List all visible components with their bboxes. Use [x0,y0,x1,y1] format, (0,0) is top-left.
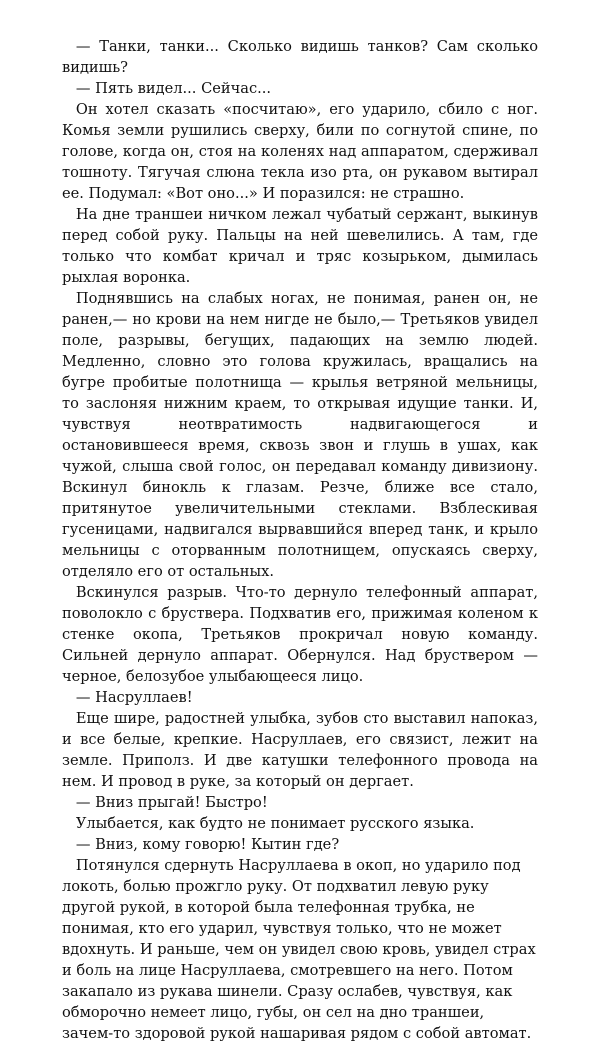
paragraph-telephone: Вскинулся разрыв. Что-то дернуло телефонный аппарат, поволокло с бруствера. Подхватив его, прижимая коленом к стенке окопа, Третьяков прокричал новую команду. Сильней дернуло аппарат. Обернулся. Над бруствером — черное, белозубое улыбающееся лицо. [62,584,538,685]
paragraph-explosion: Он хотел сказать «посчитаю», его ударило, сбило с ног. Комья земли рушились сверху, били по согнутой спине, по голове, когда он, стоя на коленях над аппаратом, сдерживал тошноту. Тягучая слюна текла изо рта, он рукавом вытирал ее. Подумал: «Вот оно...» И поразился: не страшно. [62,101,538,202]
paragraph-jump-down: — Вниз прыгай! Быстро! [75,794,268,811]
paragraph-kytin: — Вниз, кому говорю! Кытин где? [75,836,340,853]
paragraph-sergeant: На дне траншеи ничком лежал чубатый сержант, выкинув перед собой руку. Пальцы на ней шевелились. А там, где только что комбат кричал и тряс козырьком, дымилась рыхлая воронка. [62,206,538,286]
book-page [62,36,538,1044]
paragraph-field-view: Поднявшись на слабых ногах, не понимая, ранен он, не ранен,— но крови на нем нигде не было,— Третьяков увидел поле, разрывы, бегущих, падающих на землю людей. Медленно, словно это голова кружилась, вращались на бугре пробитые полотнища — крылья ветряной мельницы, то заслоняя нижним краем, то открывая идущие танки. И, чувствуя неотвратимость надвигающегося и остановившееся время, сквозь звон и глушь в ушах, как чужой, слыша свой голос, он передавал команду дивизиону. Вскинул бинокль к глазам. Резче, ближе все стало, притянутое увеличительными стеклами. Взблескивая гусеницами, надвигался вырвавшийся вперед танк, и крыло мельницы с оторванным полотнищем, опускаясь сверху, отделяло его от остальных. [62,290,538,580]
paragraph-wounded: Потянулся сдернуть Насруллаева в окоп, но ударило под локоть, болью прожгло руку. От подхватил левую руку другой рукой, в которой была телефонная трубка, не понимая, кто его ударил, чувствуя только, что не может вдохнуть. И раньше, чем он увидел свою кровь, увидел страх и боль на лице Насруллаева, смотревшего на него. Потом закапало из рукава шинели. Сразу ослабев, чувствуя, как обморочно немеет лицо, губы, он сел на дно траншеи, зачем-то здоровой рукой нашаривая рядом с собой автомат. [62,857,536,1042]
paragraph-smile: Еще шире, радостней улыбка, зубов сто выставил напоказ, и все белые, крепкие. Насруллаев, его связист, лежит на земле. Приполз. И две катушки телефонного провода на нем. И провод в руке, за который он дергает. [62,710,538,790]
paragraph-smiles: Улыбается, как будто не понимает русского языка. [75,815,475,832]
paragraph-nasrullaev-call: — Насруллаев! [75,689,193,706]
paragraph-five-seen: — Пять видел... Сейчас... [75,80,272,97]
paragraph-tanks-question: — Танки, танки... Сколько видишь танков? Сам сколько видишь? [62,38,538,76]
